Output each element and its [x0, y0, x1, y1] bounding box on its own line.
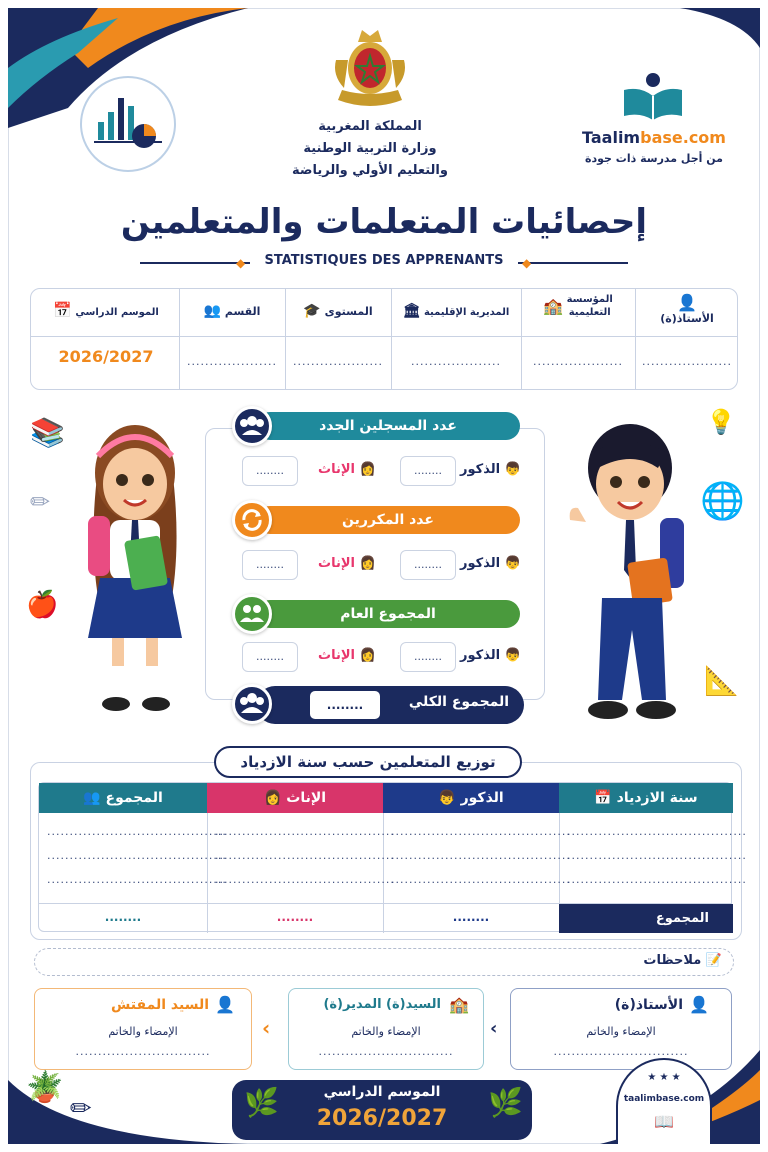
female-row-1[interactable]: ........................................ [215, 825, 395, 838]
teacher-signature-line: .............................. [553, 1045, 689, 1058]
inspector-icon: 👤 [215, 995, 235, 1014]
new-students-icon [232, 406, 272, 446]
grand-total-input[interactable]: ........ [310, 691, 380, 719]
info-table [30, 288, 738, 390]
new-female-label [318, 462, 376, 477]
ministry-block [250, 116, 490, 182]
notes-label [622, 953, 722, 968]
page-subtitle: STATISTIQUES DES APPRENANTS [264, 253, 504, 268]
birth-year-table [38, 782, 747, 932]
col-total-text: المجموع [105, 790, 163, 806]
repeaters-heading: عدد المكررين [256, 506, 520, 534]
students-group-icon: 👥 [203, 303, 221, 319]
year-row-1[interactable]: ........................................ [567, 825, 747, 838]
sum-female-input[interactable]: ........ [276, 910, 314, 924]
female-icon: 👩 [263, 790, 282, 806]
girl-student-illustration [70, 408, 200, 720]
director-signature-caption: الإمضاء والخاتم [351, 1025, 421, 1038]
ministry-line-1: وزارة التربية الوطنية [303, 141, 437, 156]
male-icon: 👦 [504, 556, 521, 571]
female-icon: 👩 [359, 556, 376, 571]
total-male-text: الذكور [460, 648, 501, 663]
teacher-label: الأستاذ(ة) [660, 312, 714, 325]
birth-year-title: توزيع المتعلمين حسب سنة الازدياد [214, 746, 522, 778]
total-female-text: الإناث [318, 648, 355, 663]
col-total-header [39, 783, 207, 813]
school-input[interactable]: .................... [533, 355, 623, 368]
level-input[interactable]: .................... [293, 355, 383, 368]
repeat-female-input[interactable]: ........ [242, 550, 298, 580]
season-label: الموسم الدراسي [75, 307, 159, 318]
overall-total-heading: المجموع العام [256, 600, 520, 628]
notes-text: ملاحظات [643, 953, 702, 968]
total-male-label [460, 648, 521, 663]
brand-name [574, 128, 734, 147]
footer-seal [616, 1058, 712, 1144]
row-total-label: المجموع [559, 904, 733, 933]
chevron-left-icon: ‹ [490, 1018, 498, 1039]
school-building-icon: 🏫 [449, 995, 469, 1014]
total-male-input[interactable]: ........ [400, 642, 456, 672]
female-row-3[interactable]: ........................................ [215, 873, 395, 886]
seal-text: taalimbase.com [623, 1094, 705, 1104]
info-col-season [35, 301, 177, 319]
year-row-3[interactable]: ........................................ [567, 873, 747, 886]
total-group-icon: 👥 [83, 790, 101, 806]
male-icon: 👦 [504, 462, 521, 477]
col-female-text: الإناث [286, 790, 327, 806]
female-icon: 👩 [359, 648, 376, 663]
boy-student-illustration [562, 410, 702, 730]
new-female-text: الإناث [318, 462, 355, 477]
plant-books-icon: 🪴 [26, 1070, 64, 1105]
footer-season-label: الموسم الدراسي [323, 1084, 441, 1100]
globe-icon: 🌐 [700, 481, 745, 522]
seal-book-icon: 📖 [654, 1112, 674, 1131]
diamond-icon: ◆ [522, 256, 532, 270]
female-icon: 👩 [359, 462, 376, 477]
male-row-2[interactable]: ........................................ [391, 849, 571, 862]
bar-chart-icon [82, 78, 174, 170]
calendar-icon: 📅 [53, 301, 72, 319]
col-female-header [207, 783, 383, 813]
inspector-signature-caption: الإمضاء والخاتم [108, 1025, 178, 1038]
laurel-right-icon: 🌿 [488, 1086, 523, 1119]
teacher-icon: 👤 [677, 293, 697, 312]
brand-name-part-2: base.com [640, 128, 726, 147]
col-year-text: سنة الازدياد [616, 790, 698, 806]
repeat-female-text: الإناث [318, 556, 355, 571]
inspector-signature-box[interactable] [34, 988, 252, 1070]
total-row-3[interactable]: ........................................ [47, 873, 227, 886]
male-row-3[interactable]: ........................................ [391, 873, 571, 886]
new-registrations-heading: عدد المسجلين الجدد [256, 412, 520, 440]
repeat-female-label [318, 556, 376, 571]
col-male-text: الذكور [460, 790, 504, 806]
director-signature-box[interactable] [288, 988, 484, 1070]
new-male-text: الذكور [460, 462, 501, 477]
open-book-logo-icon [620, 70, 686, 124]
new-female-input[interactable]: ........ [242, 456, 298, 486]
group-students-icon [232, 684, 272, 724]
teacher-input[interactable]: .................... [642, 355, 732, 368]
royal-emblem-icon [328, 20, 412, 110]
class-label: القسم [224, 305, 261, 318]
year-row-2[interactable]: ........................................ [567, 849, 747, 862]
footer-season-value: 2026/2027 [316, 1106, 448, 1131]
brand-tagline: من أجل مدرسة ذات جودة [585, 152, 723, 165]
new-male-label [460, 462, 521, 477]
col-male-header [383, 783, 559, 813]
pencil-cup-icon: ✏ [30, 488, 51, 516]
apple-icon: 🍎 [26, 590, 59, 620]
books-icon: 📚 [30, 416, 65, 449]
info-col-level [287, 303, 389, 319]
male-row-1[interactable]: ........................................ [391, 825, 571, 838]
seal-stars-icon: ★ ★ ★ [647, 1072, 681, 1083]
grand-total-label: المجموع الكلي [408, 694, 510, 710]
total-row-2[interactable]: ........................................ [47, 849, 227, 862]
repeat-male-input[interactable]: ........ [400, 550, 456, 580]
graduation-cap-icon: 🎓 [303, 303, 321, 319]
repeat-cycle-icon [232, 500, 272, 540]
teacher-signature-caption: الإمضاء والخاتم [586, 1025, 656, 1038]
total-female-input[interactable]: ........ [242, 642, 298, 672]
school-label-2: التعليمية [568, 307, 611, 318]
ruler-triangle-icon: 📐 [704, 664, 739, 697]
total-row-1[interactable]: ........................................ [47, 825, 227, 838]
diamond-icon: ◆ [236, 256, 246, 270]
school-icon: 🏫 [543, 296, 564, 316]
teacher-signature-title: الأستاذ(ة) [614, 997, 683, 1013]
male-icon: 👦 [438, 790, 456, 806]
ministry-line-2: والتعليم الأولي والرياضة [292, 163, 448, 178]
director-signature-line: .............................. [318, 1045, 454, 1058]
directorate-label: المديرية الإقليمية [423, 307, 510, 318]
col-year-header [559, 783, 733, 813]
school-label-1: المؤسسة [566, 294, 613, 305]
kingdom-text: المملكة المغربية [318, 119, 422, 134]
subtitle-divider-right [518, 262, 628, 264]
repeat-male-label [460, 556, 521, 571]
new-male-input[interactable]: ........ [400, 456, 456, 486]
pencil-holder-icon: ✏ [70, 1094, 92, 1124]
lightbulb-icon: 💡 [706, 408, 736, 436]
page-title: إحصائيات المتعلمات والمتعلمين [120, 202, 648, 242]
teacher-signature-box[interactable] [510, 988, 732, 1070]
info-col-directorate [393, 303, 519, 319]
total-female-label [318, 648, 376, 663]
corner-decoration-top-right [640, 8, 760, 68]
inspector-signature-title: السيد المفتش [111, 997, 209, 1013]
edit-note-icon: 📝 [705, 953, 722, 968]
laurel-left-icon: 🌿 [244, 1086, 279, 1119]
info-col-teacher [637, 293, 737, 325]
teacher-icon: 👤 [689, 995, 709, 1014]
brand-name-part-1: Taalim [582, 128, 641, 147]
inspector-signature-line: .............................. [75, 1045, 211, 1058]
female-row-2[interactable]: ........................................ [215, 849, 395, 862]
repeat-male-text: الذكور [460, 556, 501, 571]
info-col-class [181, 303, 283, 319]
male-icon: 👦 [504, 648, 521, 663]
season-value: 2026/2027 [58, 347, 154, 366]
pair-students-icon [232, 594, 272, 634]
chevron-left-icon: ‹ [262, 1016, 271, 1040]
calendar-icon: 📅 [594, 790, 612, 806]
info-col-school [523, 293, 633, 319]
subtitle-divider-left [140, 262, 250, 264]
level-label: المستوى [324, 305, 373, 318]
sum-male-input[interactable]: ........ [452, 910, 490, 924]
director-signature-title: السيد(ة) المدير(ة) [323, 997, 441, 1012]
building-icon: 🏛 [402, 303, 421, 319]
directorate-input[interactable]: .................... [411, 355, 501, 368]
sum-total-input[interactable]: ........ [104, 910, 142, 924]
class-input[interactable]: .................... [187, 355, 277, 368]
stats-logo [80, 76, 176, 172]
